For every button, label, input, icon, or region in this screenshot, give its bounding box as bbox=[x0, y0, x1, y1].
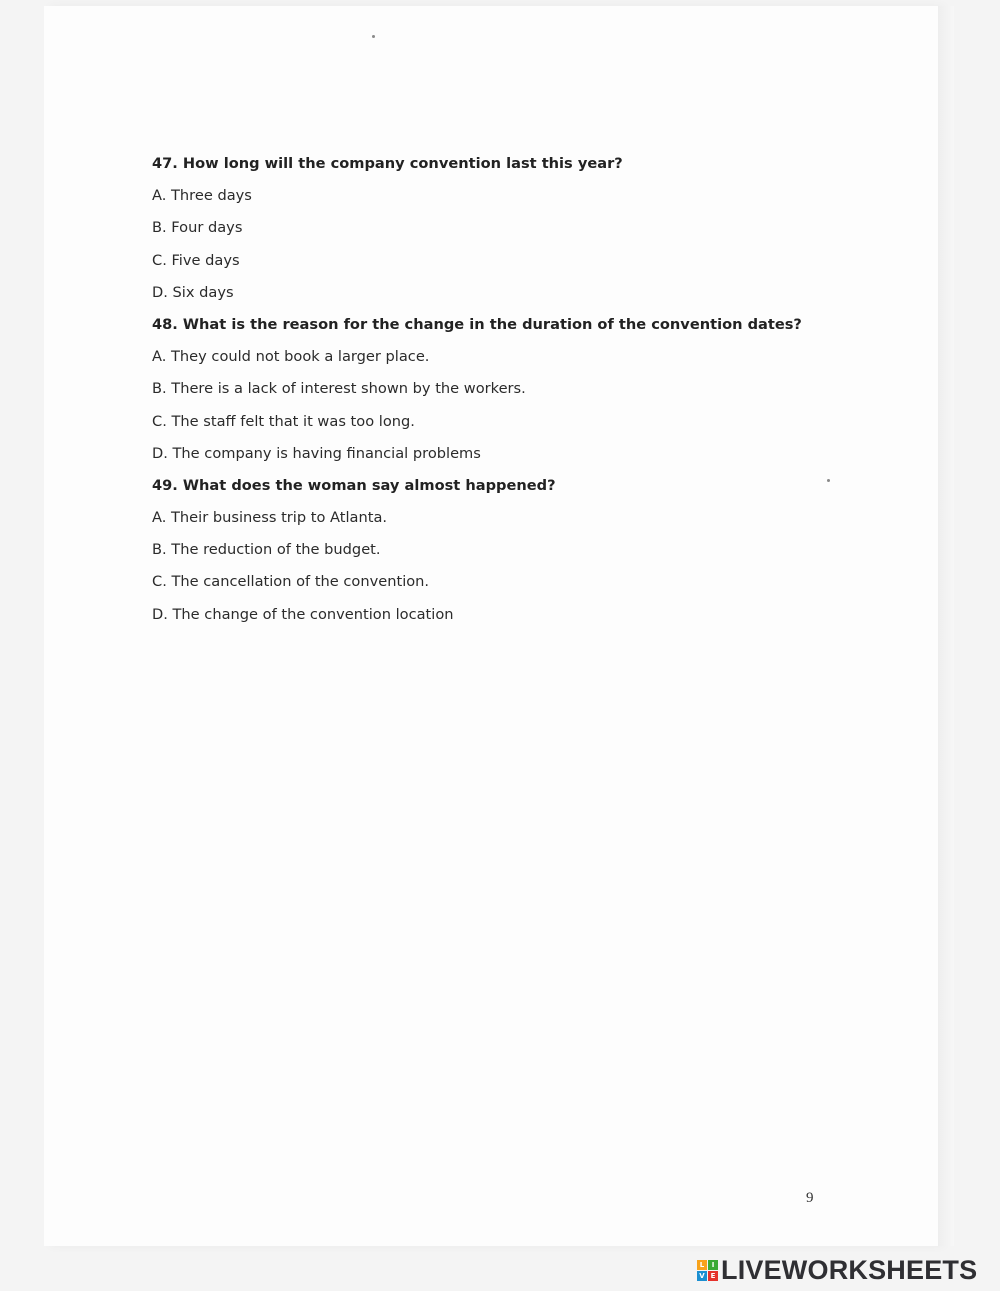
question-49: 49. What does the woman say almost happened? bbox=[152, 476, 556, 494]
option-49-c: C. The cancellation of the convention. bbox=[152, 573, 430, 591]
icon-cell-l: L bbox=[697, 1260, 707, 1270]
option-48-b: B. There is a lack of interest shown by the workers. bbox=[152, 380, 526, 398]
page-edge bbox=[938, 6, 954, 1246]
scan-speck bbox=[372, 35, 375, 38]
icon-cell-v: V bbox=[697, 1271, 707, 1281]
option-47-c: C. Five days bbox=[152, 251, 240, 269]
option-47-a: A. Three days bbox=[152, 187, 252, 205]
option-48-c: C. The staff felt that it was too long. bbox=[152, 412, 415, 430]
option-47-b: B. Four days bbox=[152, 219, 243, 237]
option-49-b: B. The reduction of the budget. bbox=[152, 541, 381, 559]
option-49-d: D. The change of the convention location bbox=[152, 605, 454, 623]
liveworksheets-grid-icon bbox=[697, 1260, 718, 1281]
option-48-d: D. The company is having financial problems bbox=[152, 444, 481, 462]
option-49-a: A. Their business trip to Atlanta. bbox=[152, 509, 388, 527]
icon-cell-e: E bbox=[708, 1271, 718, 1281]
question-47: 47. How long will the company convention last this year? bbox=[152, 155, 623, 172]
page-number: 9 bbox=[806, 1190, 814, 1206]
option-48-a: A. They could not book a larger place. bbox=[152, 348, 430, 366]
liveworksheets-logo[interactable] bbox=[697, 1255, 977, 1285]
option-47-d: D. Six days bbox=[152, 283, 234, 301]
question-48: 48. What is the reason for the change in the duration of the convention dates? bbox=[152, 315, 802, 333]
icon-cell-i: I bbox=[708, 1260, 718, 1270]
liveworksheets-wordmark: LIVEWORKSHEETS bbox=[721, 1254, 978, 1285]
question-list bbox=[152, 148, 852, 631]
